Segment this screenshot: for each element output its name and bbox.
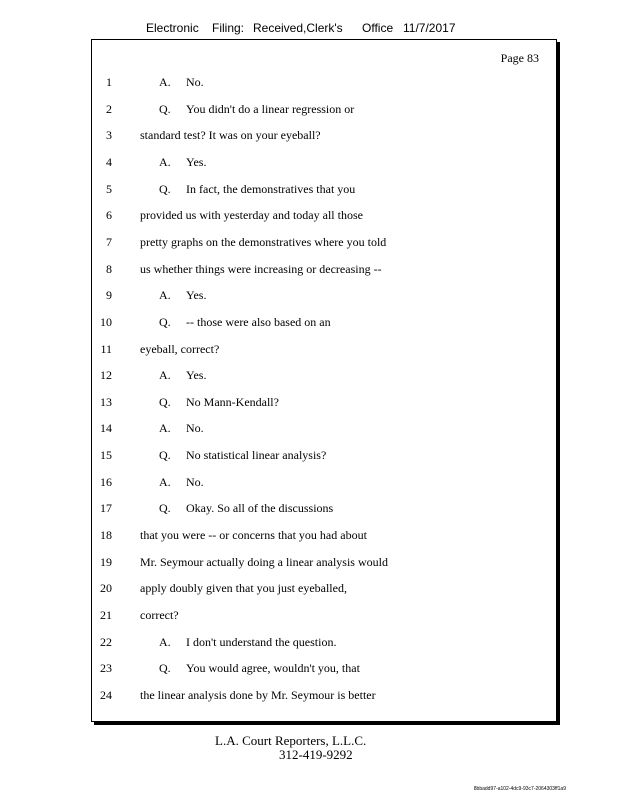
line-content: the linear analysis done by Mr. Seymour is better [140,687,376,702]
line-number: 1 [106,75,112,89]
document-id: 8bbadd97-a102-4dc9-93c7-2064303ff1a9 [473,786,566,792]
speaker-label: Q. [159,101,171,116]
line-text [159,155,206,170]
line-number: 22 [100,634,112,649]
line-text [159,102,354,117]
line-text [140,608,179,623]
line-text [140,262,382,277]
speaker-label: A. [159,288,171,303]
line-content: Yes. [186,154,207,169]
line-number: 18 [100,528,112,543]
filing-word-filing: Filing: [212,21,245,35]
speaker-label: Q. [159,314,171,329]
speaker-label: A. [159,75,171,89]
line-text [159,182,355,197]
line-content: eyeball, correct? [140,341,220,356]
speaker-label: A. [159,421,171,436]
filing-word-office: Office [362,21,394,35]
line-text [140,235,386,250]
line-number: 24 [100,687,112,702]
line-content: I don't understand the question. [186,634,337,649]
transcript-page [91,39,557,722]
line-text [159,501,333,516]
line-text [159,288,206,303]
line-number: 12 [100,368,112,383]
line-content: No. [186,421,204,436]
line-text [159,661,360,676]
filing-word-electronic: Electronic [146,21,199,35]
line-text [159,421,204,436]
line-text [159,395,279,410]
line-content: apply doubly given that you just eyeballed, [140,581,347,596]
speaker-label: Q. [159,448,171,463]
court-reporter-name: L.A. Court Reporters, L.L.C. [215,733,367,748]
line-text [159,315,331,330]
line-text [159,475,204,490]
line-text [159,75,204,90]
line-content: us whether things were increasing or decreasing -- [140,261,382,276]
line-content: Mr. Seymour actually doing a linear analysis would [140,554,388,569]
line-number: 15 [100,448,112,463]
line-number: 19 [100,554,112,569]
line-number: 21 [100,608,112,622]
speaker-label: A. [159,474,171,489]
line-number: 5 [106,181,112,196]
line-number: 8 [106,261,112,276]
speaker-label: Q. [159,181,171,196]
line-text [159,448,326,463]
page-number: Page 83 [500,51,539,65]
filing-date: 11/7/2017 [403,21,456,35]
line-number: 4 [106,154,112,169]
line-content: -- those were also based on an [186,314,331,329]
line-content: Yes. [186,288,207,303]
line-number: 9 [106,288,112,303]
line-number: 2 [106,101,112,116]
line-content: Yes. [186,368,207,383]
line-text [140,581,347,596]
line-content: standard test? It was on your eyeball? [140,128,321,143]
line-content: In fact, the demonstratives that you [186,181,356,196]
filing-word-received: Received,Clerk's [253,21,343,35]
speaker-label: Q. [159,394,171,409]
line-content: Okay. So all of the discussions [186,501,334,516]
speaker-label: A. [159,154,171,169]
speaker-label: A. [159,368,171,383]
line-text [140,342,219,357]
court-reporter-phone: 312-419-9292 [279,747,353,762]
line-number: 23 [100,661,112,676]
line-content: No. [186,75,204,89]
line-content: correct? [140,608,179,622]
speaker-label: A. [159,634,171,649]
line-content: No statistical linear analysis? [186,448,327,463]
line-content: No Mann-Kendall? [186,394,279,409]
line-content: No. [186,474,204,489]
line-number: 6 [106,208,112,223]
line-number: 3 [106,128,112,143]
speaker-label: Q. [159,661,171,676]
speaker-label: Q. [159,501,171,516]
line-text [159,368,206,383]
line-content: that you were -- or concerns that you had about [140,528,367,543]
line-text [140,688,376,703]
line-content: You would agree, wouldn't you, that [186,661,360,676]
line-number: 14 [100,421,112,436]
line-text [159,635,336,650]
line-number: 7 [106,234,112,249]
line-content: pretty graphs on the demonstratives where you told [140,234,387,249]
line-content: provided us with yesterday and today all those [140,208,363,223]
line-number: 16 [100,474,112,489]
line-text [140,555,388,570]
line-number: 13 [100,394,112,409]
line-text [140,208,363,223]
line-content: You didn't do a linear regression or [186,101,355,116]
line-number: 11 [100,341,112,356]
line-number: 17 [100,501,112,516]
line-text [140,128,321,143]
line-text [140,528,367,543]
line-number: 20 [100,581,112,596]
line-number: 10 [100,314,112,329]
